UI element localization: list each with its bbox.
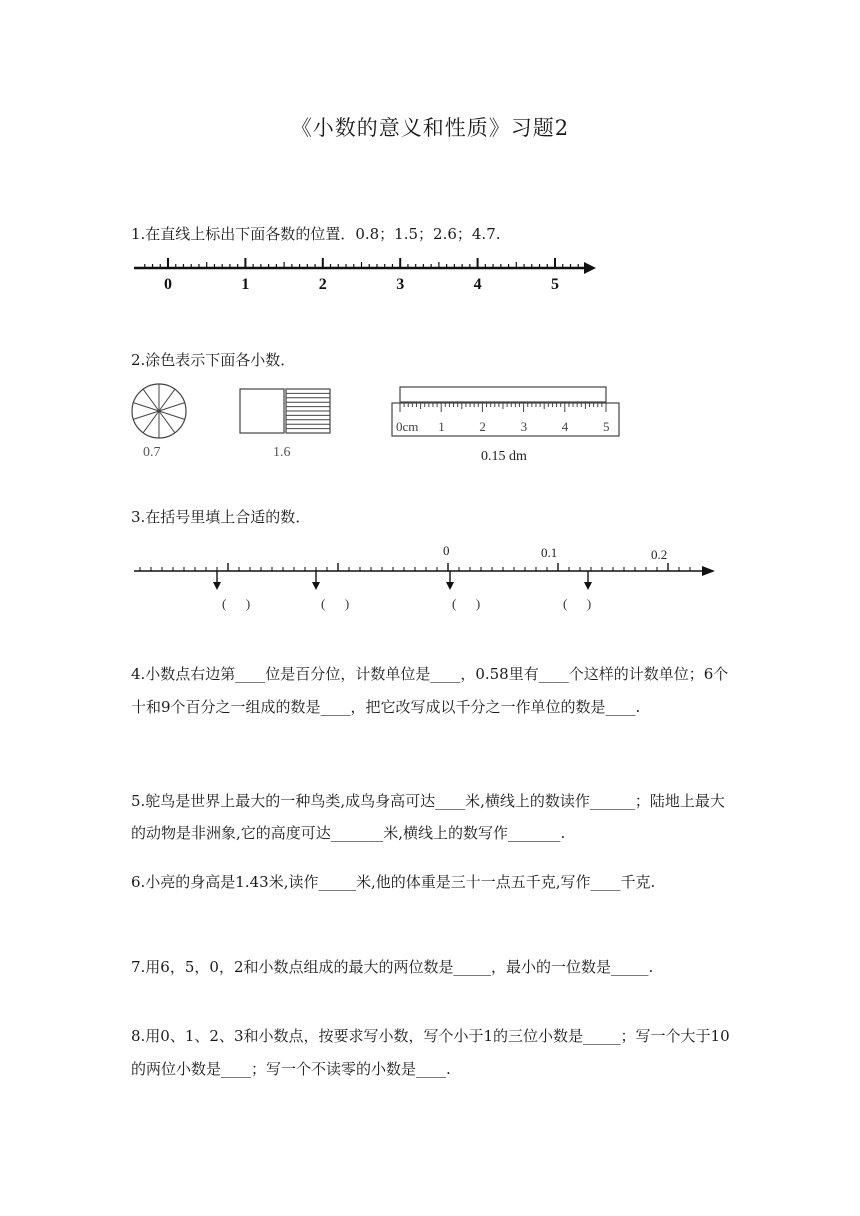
question-5: 5.鸵鸟是世界上最大的一种鸟类,成鸟身高可达____米,横线上的数读作______；陆地上最大的动物是非洲象,它的高度可达_______米,横线上的数写作_______. <box>131 792 725 842</box>
question-1: 1.在直线上标出下面各数的位置．0.8；1.5；2.6；4.7. <box>131 225 501 243</box>
blank-3[interactable]: ( ) <box>452 596 481 611</box>
sector-line <box>159 389 175 411</box>
sector-line <box>159 411 185 419</box>
question-6: 6.小亮的身高是1.43米,读作_____米,他的体重是三十一点五千克,写作____千克. <box>131 873 656 891</box>
sector-line <box>133 403 159 411</box>
sector-line <box>159 411 175 433</box>
ruler-label: 2 <box>479 419 486 434</box>
ruler-label: 5 <box>603 419 610 434</box>
question-8: 8.用0、1、2、3和小数点，按要求写小数，写个小于1的三位小数是_____；写一个大于10的两位小数是____；写一个不读零的小数是____. <box>131 1027 730 1078</box>
tick-label: 3 <box>396 276 405 293</box>
question-4: 4.小数点右边第____位是百分位，计数单位是____，0.58里有____个这样的计数单位；6个十和9个百分之一组成的数是____，把它改写成以千分之一作单位的数是____. <box>131 665 729 716</box>
sector-line <box>143 389 159 411</box>
shading-figures <box>128 383 628 468</box>
label-1-6: 1.6 <box>273 445 291 460</box>
tick-label-0-1: 0.1 <box>541 545 558 560</box>
tick-label: 2 <box>318 276 327 293</box>
tick-label: 1 <box>241 276 250 293</box>
sector-line <box>133 411 159 419</box>
tick-label: 4 <box>473 276 482 293</box>
sector-line <box>143 411 159 433</box>
blank-2[interactable]: ( ) <box>321 596 350 611</box>
number-line-3 <box>130 540 725 620</box>
question-7: 7.用6，5，0，2和小数点组成的最大的两位数是_____，最小的一位数是_____. <box>131 958 654 976</box>
question-3: 3.在括号里填上合适的数． <box>131 508 311 526</box>
pointer-arrow <box>446 571 454 590</box>
pointer-arrow <box>312 571 320 590</box>
ruler-label: 3 <box>520 419 528 434</box>
sector-line <box>159 403 185 411</box>
square-grid-figure <box>240 389 330 433</box>
ruler-label: 4 <box>561 419 569 434</box>
ruler-label: 1 <box>438 419 445 434</box>
label-0-7: 0.7 <box>143 445 161 460</box>
tick-label-0: 0 <box>443 543 450 558</box>
ruler-label: 0cm <box>396 419 419 434</box>
pointer-arrow <box>584 571 592 590</box>
tick-label: 5 <box>551 276 559 293</box>
number-line-1 <box>132 255 602 295</box>
question-2: 2.涂色表示下面各小数． <box>131 351 296 369</box>
blank-1[interactable]: ( ) <box>222 596 251 611</box>
pointer-arrow <box>213 571 221 590</box>
page-title: 《小数的意义和性质》习题2 <box>290 116 570 140</box>
label-0-15-dm: 0.15 dm <box>481 449 527 464</box>
tick-label: 0 <box>164 276 172 293</box>
ruler-figure <box>392 387 619 436</box>
tick-label-0-2: 0.2 <box>651 547 668 562</box>
blank-4[interactable]: ( ) <box>563 596 592 611</box>
circle-figure <box>132 384 186 438</box>
